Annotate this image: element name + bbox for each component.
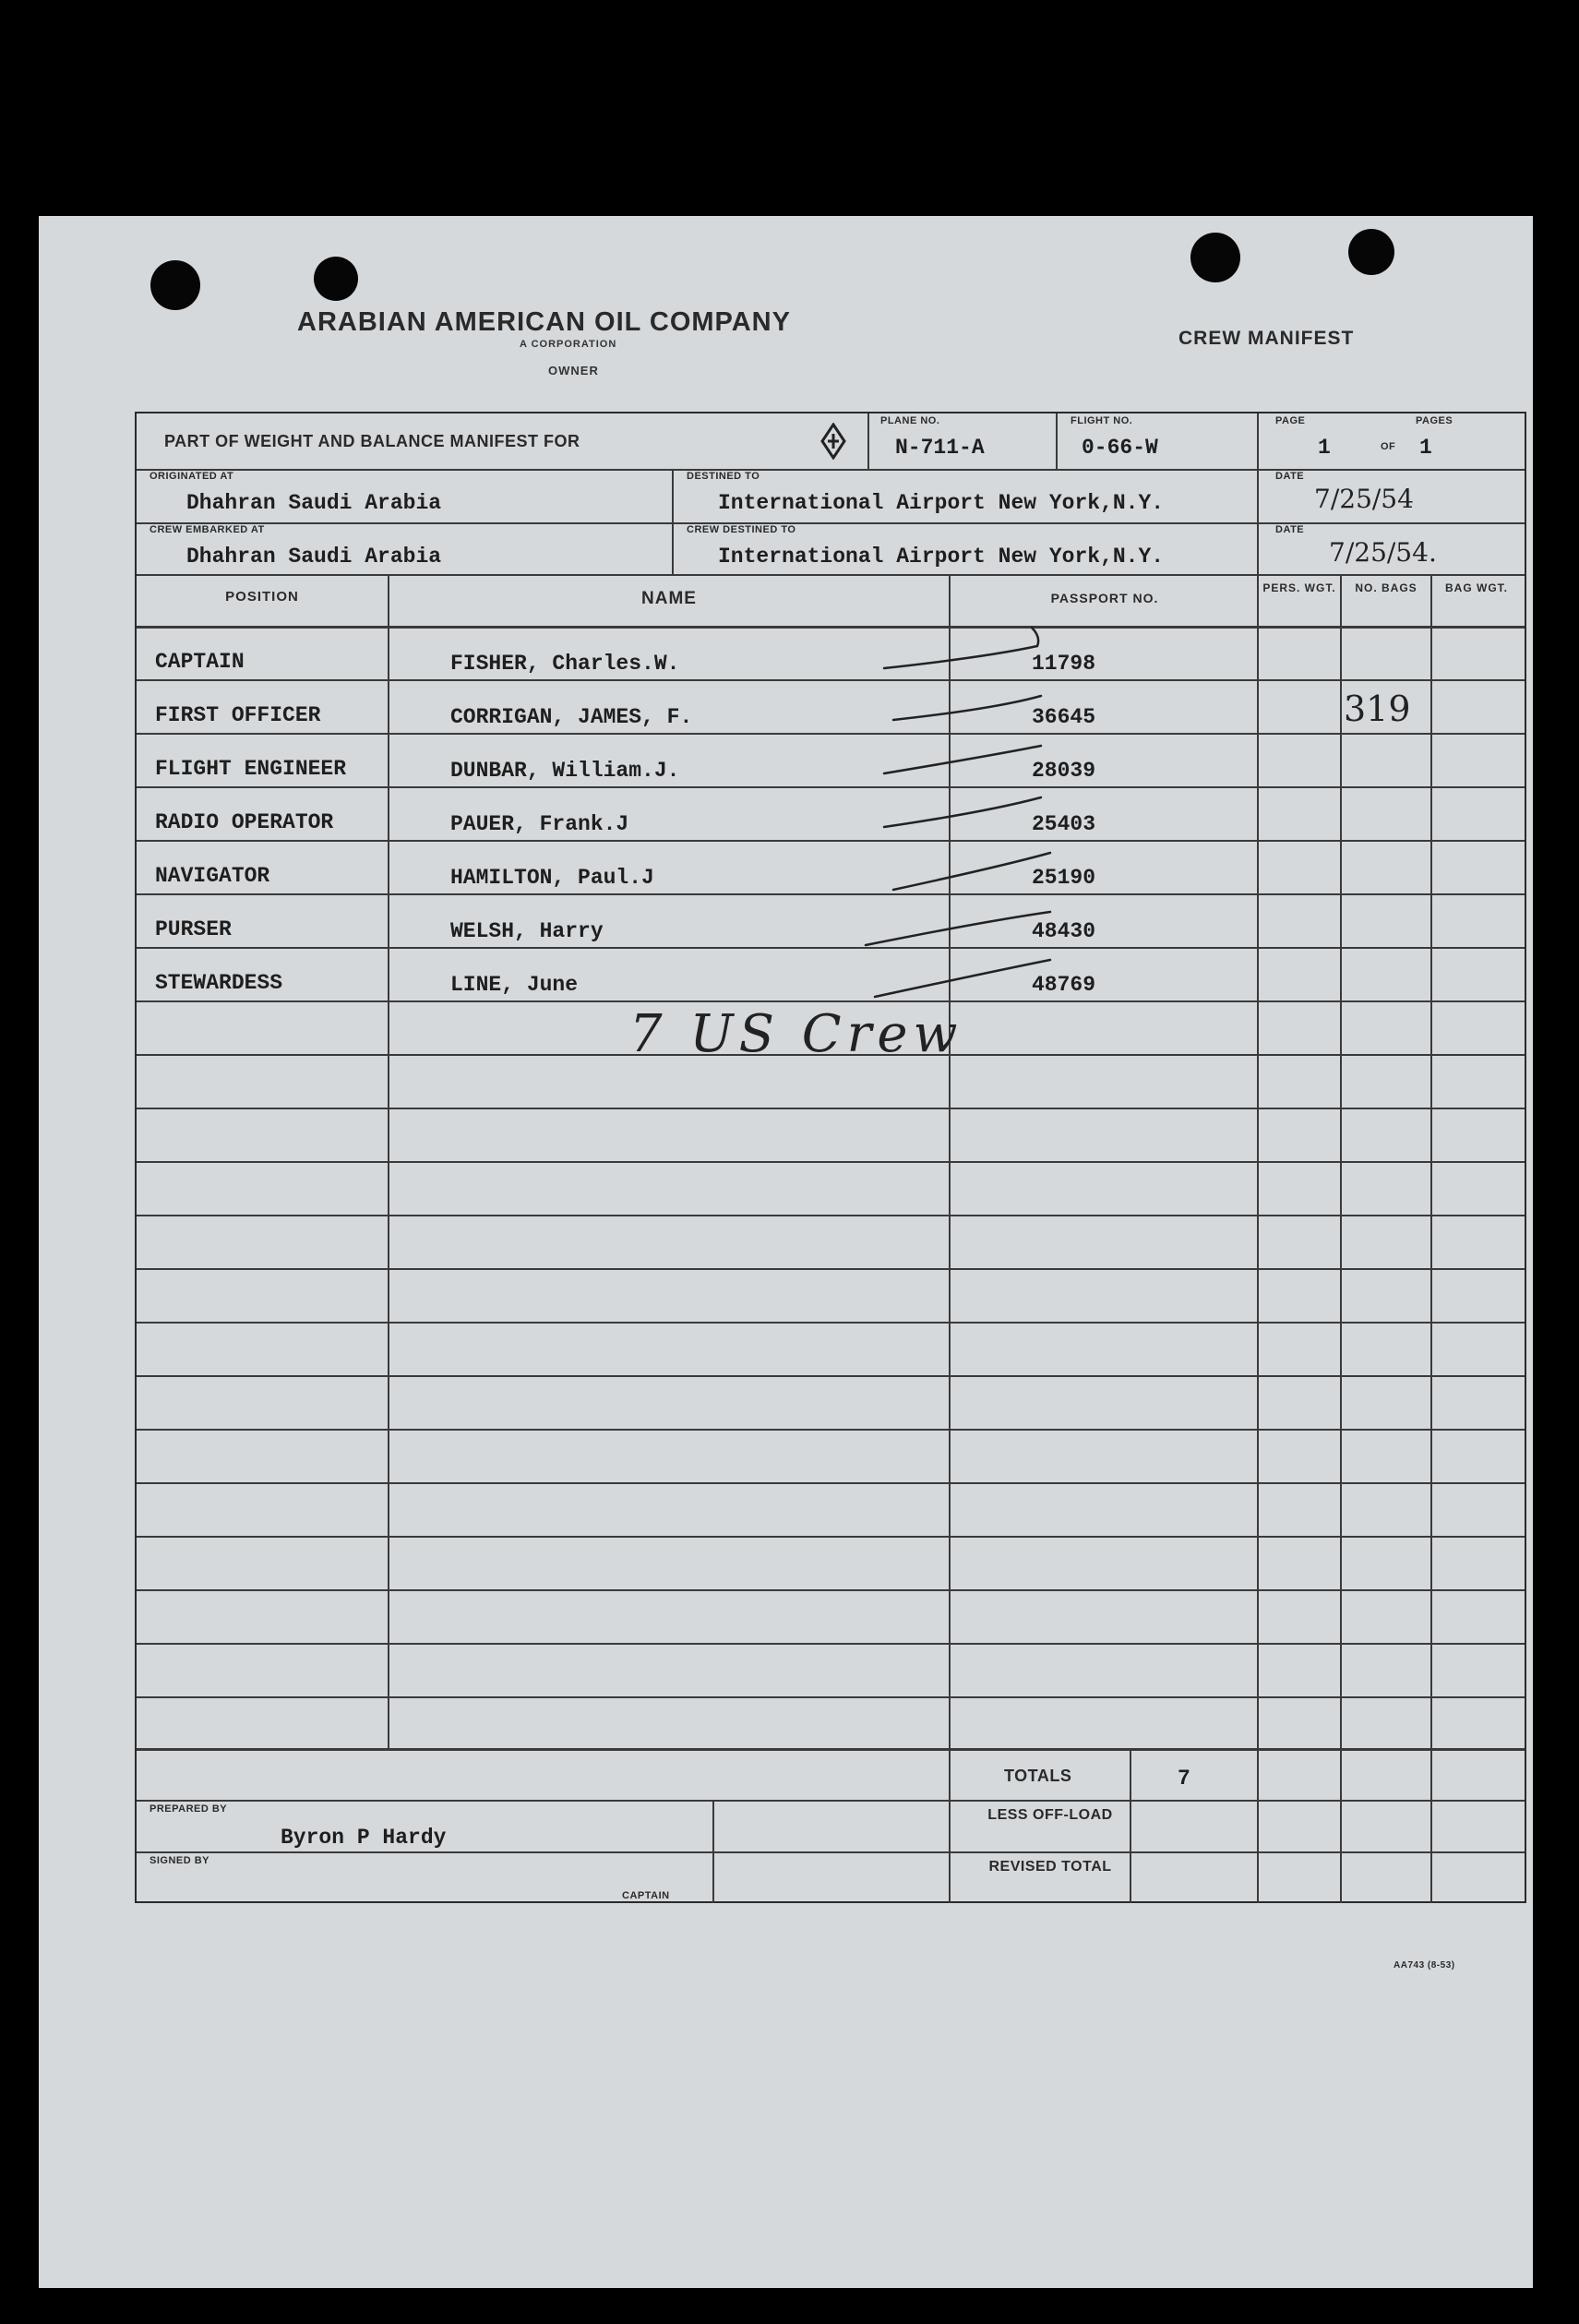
col-position-header: POSITION [225,589,299,605]
prepared-by-label: PREPARED BY [150,1803,228,1815]
crew-row-2-name: CORRIGAN, JAMES, F. [450,705,693,729]
crew-embarked-label: CREW EMBARKED AT [150,524,265,535]
no-bags-note: 319 [1344,689,1411,729]
prepared-by-value: Byron P Hardy [281,1826,447,1850]
crew-destined-value: International Airport New York,N.Y. [718,545,1165,569]
col-passport-header: PASSPORT NO. [1050,591,1159,605]
originated-value: Dhahran Saudi Arabia [186,491,442,515]
company-corporation: A CORPORATION [520,339,617,350]
page-label: PAGE [1275,415,1306,426]
of-label: OF [1381,441,1396,452]
crew-row-6-position: PURSER [155,917,232,941]
crew-embarked-value: Dhahran Saudi Arabia [186,545,442,569]
crew-row-2-passport: 36645 [1032,705,1096,729]
captain-label: CAPTAIN [622,1890,670,1901]
originated-label: ORIGINATED AT [150,471,234,482]
company-name: ARABIAN AMERICAN OIL COMPANY [297,307,791,337]
crew-row-1-passport: 11798 [1032,652,1096,676]
crew-row-5-position: NAVIGATOR [155,864,270,888]
crew-row-7-passport: 48769 [1032,973,1096,997]
pages-label: PAGES [1416,415,1453,426]
crew-row-3-passport: 28039 [1032,759,1096,783]
punch-hole-right-1 [1190,233,1240,282]
crew-row-6-passport: 48430 [1032,919,1096,943]
handwritten-crew-note: 7 US Crew [629,1004,963,1064]
aramco-star-icon [819,423,847,460]
part-of-label: PART OF WEIGHT AND BALANCE MANIFEST FOR [164,432,580,450]
crew-manifest-form [135,412,1526,1903]
crew-row-4-name: PAUER, Frank.J [450,812,629,836]
flight-no-value: 0-66-W [1082,436,1158,460]
col-pers-wgt-header: PERS. WGT. [1262,581,1336,594]
col-no-bags-header: NO. BAGS [1355,581,1418,594]
destined-label: DESTINED TO [687,471,760,482]
punch-hole-left-1 [150,260,200,310]
col-name-header: NAME [641,589,697,608]
crew-row-7-position: STEWARDESS [155,971,283,995]
date2-value: 7/25/54. [1329,537,1437,568]
totals-label: TOTALS [1004,1767,1072,1785]
pages-value: 1 [1419,436,1432,460]
crew-row-1-position: CAPTAIN [155,650,245,674]
crew-row-2-position: FIRST OFFICER [155,703,321,727]
totals-value: 7 [1178,1767,1190,1791]
destined-value: International Airport New York,N.Y. [718,491,1165,515]
document-title: CREW MANIFEST [1178,328,1355,349]
passport-check-strokes [856,617,1207,1004]
col-bag-wgt-header: BAG WGT. [1445,581,1508,594]
crew-row-4-position: RADIO OPERATOR [155,810,334,834]
revised-total-label: REVISED TOTAL [988,1859,1112,1875]
punch-hole-left-2 [314,257,358,301]
date2-label: DATE [1275,524,1305,535]
signed-by-label: SIGNED BY [150,1855,210,1866]
company-owner-label: OWNER [548,364,599,377]
page-value: 1 [1318,436,1331,460]
flight-no-label: FLIGHT NO. [1071,415,1133,426]
plane-no-value: N-711-A [895,436,985,460]
form-code: AA743 (8-53) [1394,1960,1455,1971]
crew-row-5-passport: 25190 [1032,866,1096,890]
plane-no-label: PLANE NO. [880,415,940,426]
date-label: DATE [1275,471,1305,482]
crew-row-1-name: FISHER, Charles.W. [450,652,680,676]
crew-row-3-position: FLIGHT ENGINEER [155,757,347,781]
date-value: 7/25/54 [1314,484,1414,514]
punch-hole-right-2 [1348,229,1394,275]
crew-destined-label: CREW DESTINED TO [687,524,796,535]
less-off-load-label: LESS OFF-LOAD [987,1807,1113,1823]
crew-row-7-name: LINE, June [450,973,579,997]
crew-row-6-name: WELSH, Harry [450,919,604,943]
crew-row-4-passport: 25403 [1032,812,1096,836]
crew-row-5-name: HAMILTON, Paul.J [450,866,654,890]
crew-row-3-name: DUNBAR, William.J. [450,759,680,783]
